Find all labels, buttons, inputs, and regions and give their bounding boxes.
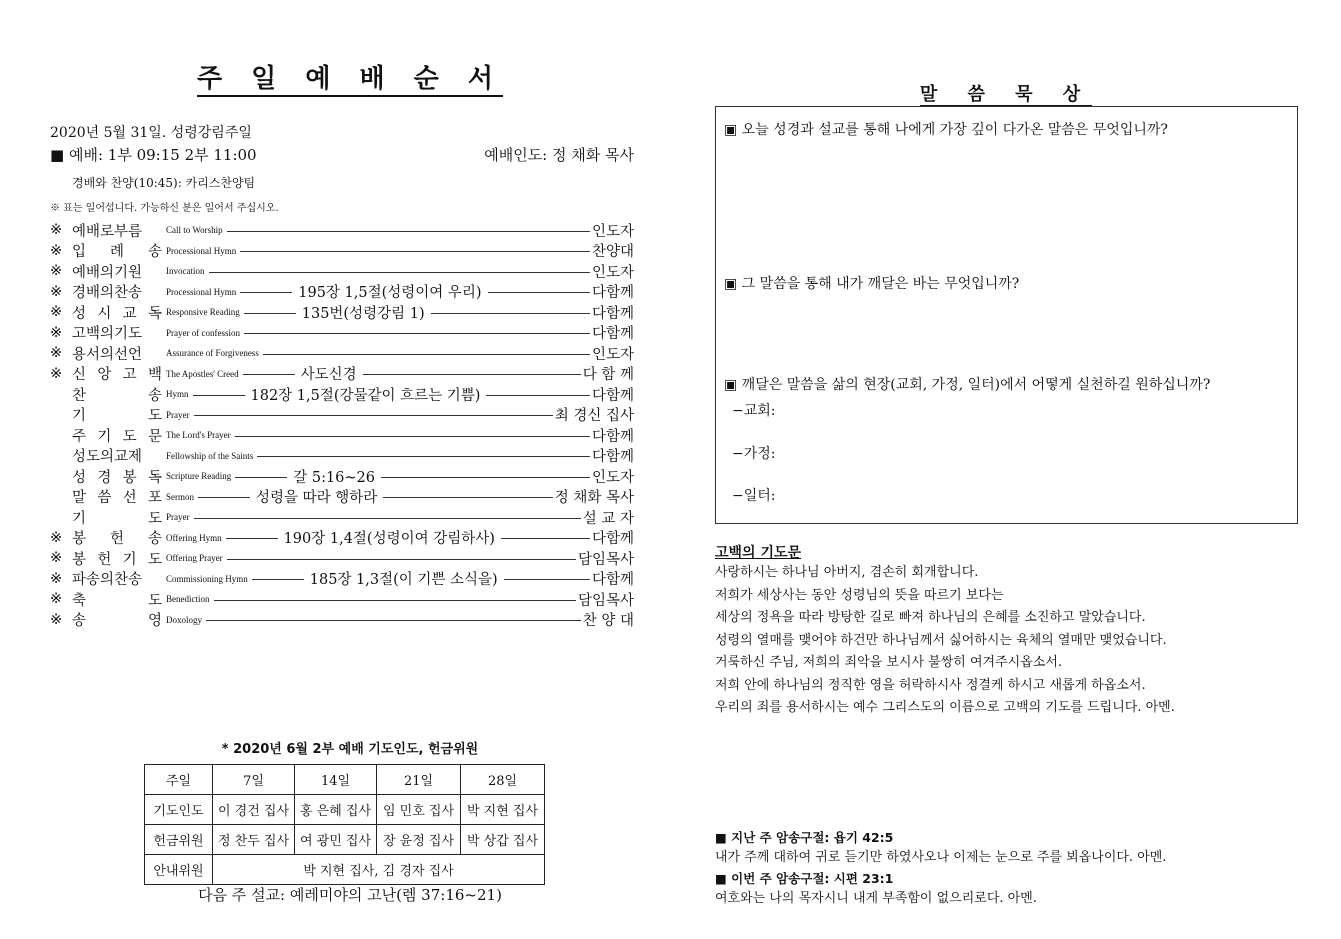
roster-header-cell: 7일	[213, 765, 295, 795]
order-item-name: 고백의기도	[72, 326, 143, 343]
order-item-name	[72, 404, 162, 425]
order-item-english: The Lord's Prayer	[166, 430, 231, 441]
order-item-leader: 인도자	[591, 469, 634, 486]
stand-mark: ※	[50, 611, 63, 628]
order-item-english: Hymn	[166, 389, 189, 400]
roster-header-cell: 주일	[145, 765, 213, 795]
stand-mark: ※	[50, 591, 63, 608]
order-row	[50, 569, 634, 590]
order-item-name-part: 축	[72, 592, 87, 609]
order-item-name	[72, 363, 162, 384]
leader-line	[244, 313, 296, 314]
stand-mark: ※	[50, 242, 63, 259]
stand-mark: ※	[50, 304, 63, 321]
order-item-leader: 다함께	[591, 285, 634, 302]
stand-mark: ※	[50, 283, 63, 300]
order-item-english: Invocation	[166, 266, 205, 277]
order-item-detail: 182장 1,5절(강물같이 흐르는 기쁨)	[247, 384, 485, 405]
leader-line	[194, 415, 553, 416]
order-item-english: Prayer	[166, 512, 190, 523]
leader-line	[227, 559, 576, 560]
order-item-english: Commissioning Hymn	[166, 573, 248, 584]
leader-line	[381, 477, 590, 478]
roster-cell: 안내위원	[145, 855, 213, 885]
leader-line	[488, 292, 590, 293]
order-item-name-part: 례	[109, 244, 124, 261]
order-row	[50, 261, 634, 282]
order-item-leader: 다함께	[591, 326, 634, 343]
order-row	[50, 282, 634, 303]
roster-title: * 2020년 6월 2부 예배 기도인도, 헌금위원	[221, 742, 479, 757]
order-item-english: Fellowship of the Saints	[166, 450, 254, 461]
confession-line: 저희 안에 하나님의 정직한 영을 허락하시사 정결케 하시고 새롭게 하옵소서.	[715, 677, 1146, 693]
order-item-english: The Apostles' Creed	[166, 368, 239, 379]
order-item-name-part: 독	[147, 305, 162, 322]
order-item-name-part: 경	[97, 469, 112, 486]
order-row	[50, 446, 634, 467]
leader-line	[235, 477, 287, 478]
meditation-home: −가정:	[732, 446, 776, 462]
leader-line	[363, 374, 581, 375]
roster-cell: 이 경건 집사	[213, 795, 295, 825]
order-item-name	[72, 609, 162, 630]
order-item-english: Assurance of Forgiveness	[166, 348, 259, 359]
order-item-name: 용서의선언	[72, 346, 143, 363]
leader-line	[501, 538, 590, 539]
order-item-name: 파송의찬송	[72, 572, 143, 589]
confession-line: 성령의 열매를 맺어야 하건만 하나님께서 싫어하시는 육체의 열매만 맺었습니다.	[715, 632, 1167, 648]
leader-line	[193, 395, 245, 396]
leader-line	[243, 374, 295, 375]
order-item-name-part: 기	[72, 408, 87, 425]
order-item-english: Offering Prayer	[166, 553, 223, 564]
order-item-name-part: 성	[72, 305, 87, 322]
order-item-leader: 찬양대	[591, 244, 634, 261]
order-item-name-part: 기	[122, 551, 137, 568]
leader-line	[504, 579, 590, 580]
order-item-name-part: 독	[147, 469, 162, 486]
roster-cell: 장 윤정 집사	[377, 825, 461, 855]
order-item-detail: 사도신경	[297, 363, 361, 384]
order-item-name	[72, 240, 162, 261]
meditation-box	[715, 106, 1298, 524]
order-item-name: 예배로부름	[72, 223, 143, 240]
order-item-english: Offering Hymn	[166, 532, 222, 543]
meditation-question-1: ▣ 오늘 성경과 설교를 통해 나에게 가장 깊이 다가온 말씀은 무엇입니까?	[724, 122, 1168, 138]
order-item-leader: 다 함 께	[582, 367, 634, 384]
leader-line	[206, 620, 581, 621]
leader-line	[227, 231, 590, 232]
roster-header-cell: 28일	[461, 765, 545, 795]
order-item-leader: 다함께	[591, 572, 634, 589]
leader-line	[244, 333, 590, 334]
last-week-verse-text: 내가 주께 대하여 귀로 듣기만 하였사오나 이제는 눈으로 주를 뵈옵나이다. 아멘.	[715, 850, 1167, 865]
leader-line	[226, 538, 278, 539]
order-item-name	[72, 466, 162, 487]
stand-note: ※ 표는 일어섭니다. 가능하신 분은 일어서 주십시오.	[50, 203, 279, 214]
order-item-leader: 다함께	[591, 531, 634, 548]
leader-line	[263, 354, 590, 355]
roster-header-row	[145, 765, 545, 795]
order-item-english: Benediction	[166, 594, 210, 605]
order-item-name-part: 말	[72, 490, 87, 507]
meditation-title: 말 씀 묵 상	[919, 84, 1093, 105]
leader-line	[240, 292, 292, 293]
stand-mark: ※	[50, 550, 63, 567]
roster-row	[145, 825, 545, 855]
order-item-detail: 성령을 따라 행하라	[252, 486, 381, 507]
roster-cell: 박 상갑 집사	[461, 825, 545, 855]
praise-line: 경배와 찬양(10:45): 카리스찬양팀	[72, 176, 256, 190]
order-row	[50, 343, 634, 364]
confession-line: 사랑하시는 하나님 아버지, 겸손히 회개합니다.	[715, 565, 979, 580]
order-row	[50, 425, 634, 446]
order-row	[50, 507, 634, 528]
order-item-name-part: 주	[72, 428, 87, 445]
order-row	[50, 610, 634, 631]
order-item-leader: 인도자	[591, 264, 634, 281]
last-week-verse-label: ■ 지난 주 암송구절: 욥기 42:5	[715, 830, 894, 845]
order-item-english: Doxology	[166, 614, 202, 625]
leader-line	[198, 497, 250, 498]
order-item-name-part: 도	[147, 551, 162, 568]
roster-cell: 박 지현 집사	[461, 795, 545, 825]
order-row	[50, 384, 634, 405]
leader-line	[194, 518, 581, 519]
confession-line: 저희가 세상사는 동안 성령님의 뜻을 따르기 보다는	[715, 587, 1004, 603]
leader-line	[240, 251, 590, 252]
order-item-leader: 담임목사	[577, 551, 634, 568]
order-item-name-part: 송	[147, 244, 162, 261]
roster-cell: 정 찬두 집사	[213, 825, 295, 855]
order-item-name-part: 기	[97, 428, 112, 445]
meditation-church: −교회:	[732, 403, 776, 419]
order-item-name	[72, 548, 162, 569]
order-item-name-part: 봉	[72, 531, 87, 548]
confession-line: 세상의 정욕을 따라 방탕한 길로 빠져 하나님의 은혜를 소진하고 말았습니다.	[715, 610, 1146, 625]
order-row	[50, 528, 634, 549]
order-item-leader: 다함께	[591, 387, 634, 404]
roster-header-cell: 21일	[377, 765, 461, 795]
order-item-name	[72, 527, 162, 548]
order-item-name-part: 도	[147, 592, 162, 609]
confession-line: 우리의 죄를 용서하시는 예수 그리스도의 이름으로 고백의 기도를 드립니다. 아멘.	[715, 700, 1175, 715]
order-item-leader: 다함께	[591, 428, 634, 445]
order-row	[50, 548, 634, 569]
order-row	[50, 589, 634, 610]
order-item-name-part: 송	[147, 387, 162, 404]
roster-row	[145, 855, 545, 885]
roster-header-cell: 14일	[295, 765, 377, 795]
service-times-line	[50, 144, 257, 165]
order-item-name	[72, 302, 162, 323]
service-times: 예배: 1부 09:15 2부 11:00	[68, 146, 257, 164]
order-item-name-part: 성	[72, 469, 87, 486]
order-item-leader: 다함께	[591, 305, 634, 322]
order-row	[50, 364, 634, 385]
confession-text	[715, 562, 1175, 720]
order-item-leader: 찬 양 대	[582, 613, 634, 630]
roster-cell: 홍 은혜 집사	[295, 795, 377, 825]
this-week-verse-text: 여호와는 나의 목자시니 내게 부족함이 없으리로다. 아멘.	[715, 891, 1037, 906]
order-item-name-part: 봉	[122, 469, 137, 486]
order-item-name-part: 교	[122, 305, 137, 322]
order-item-english: Scripture Reading	[166, 471, 232, 482]
order-item-name	[72, 384, 162, 405]
stand-mark: ※	[50, 263, 63, 280]
order-item-english: Processional Hymn	[166, 245, 237, 256]
stand-mark: ※	[50, 345, 63, 362]
order-item-detail: 190장 1,4절(성령이여 강림하사)	[280, 527, 499, 548]
order-item-name	[72, 425, 162, 446]
confession-line: 거룩하신 주님, 저희의 죄악을 보시사 불쌍히 여겨주시옵소서.	[715, 655, 1063, 670]
leader-line	[209, 272, 590, 273]
this-week-verse-label: ■ 이번 주 암송구절: 시편 23:1	[715, 871, 894, 886]
stand-mark: ※	[50, 222, 63, 239]
leader-line	[252, 579, 304, 580]
order-item-name-part: 도	[122, 428, 137, 445]
roster-guide-cell: 박 지현 집사, 김 경자 집사	[213, 855, 545, 885]
order-item-english: Call to Worship	[166, 225, 223, 236]
leader-line	[486, 395, 590, 396]
order-item-detail: 195장 1,5절(성령이여 우리)	[294, 281, 485, 302]
meditation-question-2: ▣ 그 말씀을 통해 내가 깨달은 바는 무엇입니까?	[724, 276, 1020, 292]
order-row	[50, 323, 634, 344]
order-item-name-part: 백	[147, 367, 162, 384]
roster-cell: 임 민호 집사	[377, 795, 461, 825]
order-row	[50, 302, 634, 323]
order-item-name	[72, 486, 162, 507]
leader-line	[214, 600, 576, 601]
order-item-english: Prayer	[166, 409, 190, 420]
meditation-work: −일터:	[732, 488, 776, 504]
order-item-name: 경배의찬송	[72, 285, 143, 302]
order-item-leader: 설 교 자	[582, 510, 634, 527]
order-item-leader: 담임목사	[577, 592, 634, 609]
order-item-leader: 최 경신 집사	[554, 408, 634, 425]
next-sermon: 다음 주 설교: 예레미야의 고난(렘 37:16~21)	[198, 886, 502, 904]
stand-mark: ※	[50, 324, 63, 341]
leader-line	[257, 456, 590, 457]
order-item-leader: 정 채화 목사	[554, 490, 634, 507]
order-of-worship	[50, 220, 634, 630]
leader-line	[431, 313, 590, 314]
order-item-leader: 인도자	[591, 223, 634, 240]
order-item-detail: 185장 1,3절(이 기쁜 소식을)	[306, 568, 502, 589]
order-item-english: Processional Hymn	[166, 286, 237, 297]
worship-leader: 예배인도: 정 채화 목사	[484, 146, 634, 164]
order-item-name-part: 선	[122, 490, 137, 507]
order-item-name-part: 헌	[109, 531, 124, 548]
order-item-name-part: 찬	[72, 387, 87, 404]
order-item-detail: 135번(성령강림 1)	[298, 302, 429, 323]
order-item-name-part: 시	[97, 305, 112, 322]
order-item-name-part: 도	[147, 408, 162, 425]
roster-cell: 헌금위원	[145, 825, 213, 855]
order-item-name: 성도의교제	[72, 449, 143, 466]
meditation-question-3: ▣ 깨달은 말씀을 삶의 현장(교회, 가정, 일터)에서 어떻게 실천하길 원하십니까?	[724, 377, 1211, 393]
order-item-name-part: 포	[147, 490, 162, 507]
order-row	[50, 220, 634, 241]
order-item-english: Prayer of confession	[166, 327, 240, 338]
order-row	[50, 241, 634, 262]
order-item-name	[72, 507, 162, 528]
roster-cell: 여 광민 집사	[295, 825, 377, 855]
order-item-leader: 인도자	[591, 346, 634, 363]
order-item-name-part: 송	[147, 531, 162, 548]
order-item-english: Responsive Reading	[166, 307, 240, 318]
leader-line	[235, 436, 590, 437]
order-item-name	[72, 589, 162, 610]
roster-table	[144, 764, 545, 885]
stand-mark: ※	[50, 570, 63, 587]
order-item-detail: 갈 5:16~26	[289, 466, 379, 487]
order-row	[50, 487, 634, 508]
stand-mark: ※	[50, 365, 63, 382]
order-item-name-part: 입	[72, 244, 87, 261]
order-item-name-part: 영	[147, 613, 162, 630]
order-item-name-part: 송	[72, 613, 87, 630]
confession-title: 고백의 기도문	[715, 545, 802, 561]
stand-mark: ※	[50, 529, 63, 546]
date-line: 2020년 5월 31일. 성령강림주일	[50, 125, 252, 141]
order-row	[50, 405, 634, 426]
order-item-name-part: 앙	[97, 367, 112, 384]
order-item-name-part: 고	[122, 367, 137, 384]
order-item-name-part: 봉	[72, 551, 87, 568]
order-item-english: Sermon	[166, 491, 194, 502]
order-item-name-part: 신	[72, 367, 87, 384]
order-item-name-part: 씀	[97, 490, 112, 507]
order-item-leader: 다함께	[591, 449, 634, 466]
order-item-name-part: 헌	[97, 551, 112, 568]
order-item-name: 예배의기원	[72, 264, 143, 281]
order-item-name-part: 기	[72, 510, 87, 527]
leader-line	[383, 497, 552, 498]
roster-cell: 기도인도	[145, 795, 213, 825]
page-title: 주 일 예 배 순 서	[50, 58, 650, 95]
order-item-name-part: 도	[147, 510, 162, 527]
square-bullet-icon: ■	[50, 146, 65, 164]
roster-row	[145, 795, 545, 825]
order-row	[50, 466, 634, 487]
order-item-name-part: 문	[147, 428, 162, 445]
